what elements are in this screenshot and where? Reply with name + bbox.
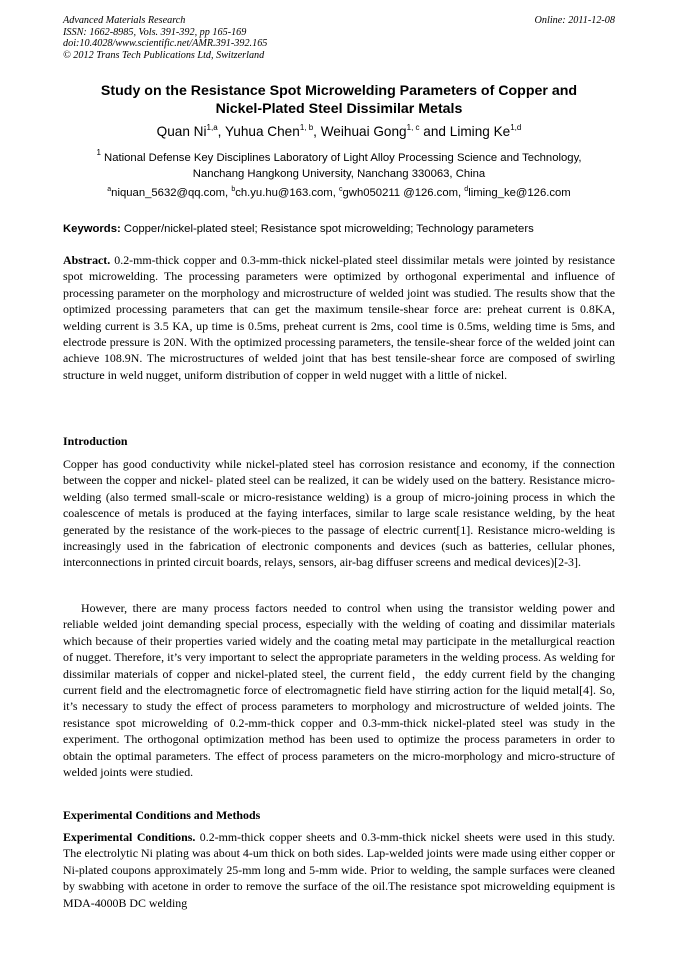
email-sup: d [464,186,469,193]
doi-line: doi:10.4028/www.scientific.net/AMR.391-392.165 [63,38,268,50]
email-sup: a [107,186,112,193]
author-name: Weihuai Gong [320,124,407,139]
experimental-label: Experimental Conditions. [63,830,196,844]
title-line-2: Nickel-Plated Steel Dissimilar Metals [215,101,463,117]
author-name: Yuhua Chen [224,124,300,139]
email-list [50,185,628,201]
author-name: Liming Ke [449,124,511,139]
keywords-text: Copper/nickel-plated steel; Resistance spot microwelding; Technology parameters [120,223,534,235]
email-sup: c [339,186,343,193]
introduction-paragraph-2: However, there are many process factors needed to control when using the transistor welding power and reliable welded joint demanding special process, especially with the welding of coating and dissimilar materials which because of their properties varied widely and the coating metal may participate in the metallurgical reaction of nugget. Therefore, it’s very important to select the appropriate parameters in the welding process. As welding for dissimilar materials of copper and nickel-plated steel, the current field，the eddy current field by the changing current field and the electromagnetic force of electromagnetic field have stirring action for the liquid metal[4]. So, it’s necessary to study the effect of process parameters to morphology and microstructure of welded joints. The resistance spot microwelding of 0.2-mm-thick copper and 0.3-mm-thick nickel-plated steel was study in the experiment. The orthogonal optimization method has been used to optimize the process parameters in order to obtain the optimal parameters. The effect of process parameters on the micro-morphology and micro-structure of welded joints were studied. [63,601,615,780]
issn-line: ISSN: 1662-8985, Vols. 391-392, pp 165-169 [63,26,247,38]
email-link[interactable]: ch.yu.hu@163.com, [235,187,339,199]
author-sup: 1, b [299,123,314,132]
experimental-paragraph [63,829,615,911]
paper-title [50,82,628,118]
experimental-text: 0.2-mm-thick copper sheets and 0.3-mm-thick nickel sheets were used in this study. The electrolytic Ni plating was about 4-um thick on both sides. Lap-welded joints were made using either copper or Ni-plated coupons approximately 25-mm long and 5-mm wide. Prior to welding, the sample surfaces were cleaned by swabbing with acetone in order to remove the surface of the oil.The resistance spot microwelding equipment is MDA-4000B DC welding [63,830,615,910]
affiliation [50,150,628,182]
email-link[interactable]: gwh050211 @126.com, [342,187,465,199]
title-line-1: Study on the Resistance Spot Microwelding Parameters of Copper and [100,83,578,99]
keywords [63,221,623,237]
abstract-text: 0.2-mm-thick copper and 0.3-mm-thick nickel-plated steel dissimilar metals were jointed by resistance spot microwelding. The processing parameters were optimized by orthogonal experimental and influence of processing parameter on the morphology and microstructure of welded joint was studied. The results show that the optimized processing parameters that can get the maximum tensile-shear force are: preheat current is 0.8KA, welding current is 3.5 KA, up time is 0.5ms, preheat current is 2ms, cool time is 0.5ms, welding time is 5ms, and electrode pressure is 20N. With the optimized processing parameters, the tensile-shear force of the welded joint can achieve 108.9N. The microstructures of welded joint that has best tensile-shear force are composed of swirling structure in weld nugget, uniform distribution of copper in weld nugget with a little of nickel. [63,253,615,382]
author-sup: 1,d [510,123,522,132]
email-sup: b [231,186,236,193]
email-link[interactable]: liming_ke@126.com [468,187,571,199]
copyright-line: © 2012 Trans Tech Publications Ltd, Switzerland [63,49,265,61]
author-sup: 1, c [406,123,420,132]
affiliation-line-1: National Defense Key Disciplines Laboratory of Light Alloy Processing Science and Technology, [100,152,582,164]
online-date: Online: 2011-12-08 [534,15,615,26]
abstract [63,252,615,383]
author-sup: 1,a [206,123,218,132]
journal-name: Advanced Materials Research [63,15,186,26]
affiliation-line-2: Nanchang Hangkong University, Nanchang 330063, China [192,168,486,180]
affiliation-sup: 1 [96,148,101,157]
author-name: Quan Ni [156,124,207,139]
abstract-label: Abstract. [63,253,111,267]
author-conjunction: and [419,124,450,139]
journal-header [63,15,615,61]
introduction-paragraph-1: Copper has good conductivity while nickel-plated steel has corrosion resistance and economy, if the connection between the copper and nickel- plated steel can be realized, it can be widely used on the battery. Resistance micro-welding (also termed small-scale or micro-resistance welding) is a group of micro-joining process in which the coalescence of metals is produced at the faying interfaces, similar to large scale resistance welding, by the heat generated by the resistance of the work-pieces to the passage of electric current[1]. Resistance micro-welding is increasingly used in the fabrication of electronic components and devices (such as batteries, cellular phones, interconnections in printed circuit boards, relays, sensors, air-bag diffuser screens and medical devices)[2-3]. [63,457,615,570]
introduction-heading: Introduction [63,434,128,448]
experimental-heading: Experimental Conditions and Methods [63,808,261,822]
author-list: Quan Ni$^{1,a}$, Yuhua Chen$^{1, b}$, Weihuai Gong$^{1, c}$ and Liming Ke$^{1,d}$ [156,123,522,139]
keywords-label: Keywords: [63,223,121,235]
email-link[interactable]: niquan_5632@qq.com, [111,187,232,199]
